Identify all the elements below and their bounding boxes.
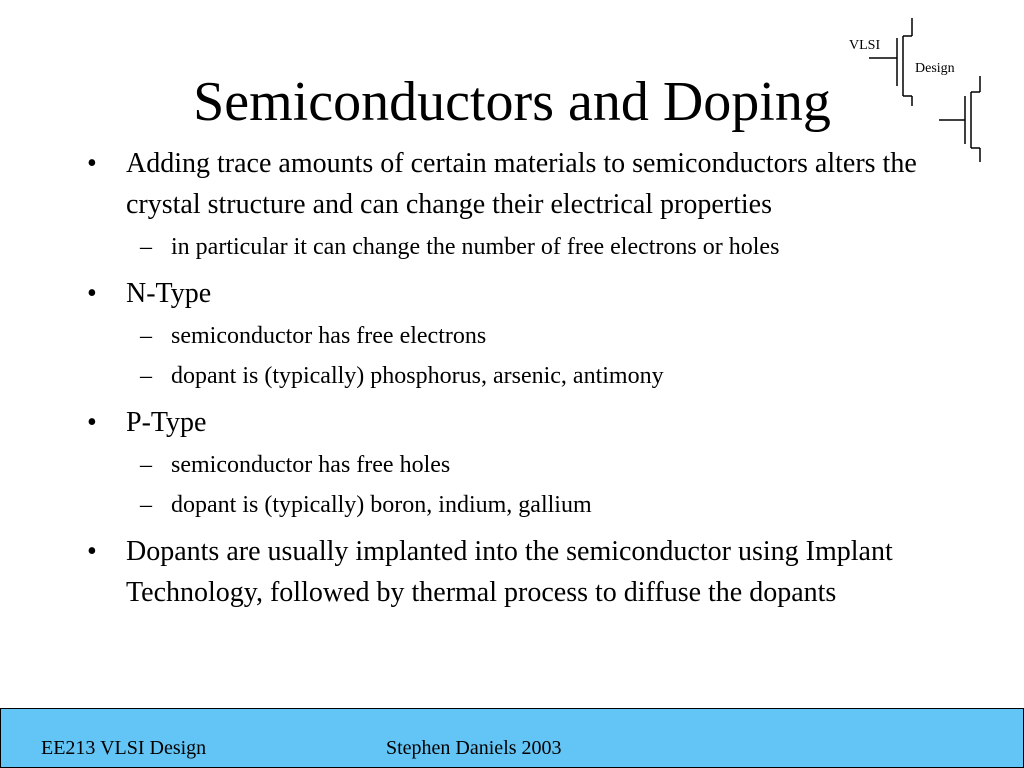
sub-bullet-marker: – bbox=[140, 452, 152, 478]
slide-title: Semiconductors and Doping bbox=[193, 71, 831, 133]
sub-bullet-marker: – bbox=[140, 363, 152, 389]
sub-bullet-marker: – bbox=[140, 323, 152, 349]
sub-bullet-text: semiconductor has free holes bbox=[171, 452, 451, 478]
sub-bullet-item bbox=[126, 485, 955, 525]
footer-author: Stephen Daniels 2003 bbox=[386, 737, 562, 759]
bullet-marker: • bbox=[87, 278, 97, 309]
sub-bullet-list bbox=[126, 316, 955, 396]
logo-design-text: Design bbox=[915, 61, 955, 76]
sub-bullet-marker: – bbox=[140, 234, 152, 260]
bullet-text: Adding trace amounts of certain materials to semiconductors alters the crystal structure and can change their electrical properties bbox=[126, 148, 917, 220]
bullet-marker: • bbox=[87, 407, 97, 438]
bullet-list bbox=[85, 143, 955, 617]
bullet-marker: • bbox=[87, 148, 97, 179]
bullet-item bbox=[85, 402, 955, 525]
sub-bullet-item bbox=[126, 227, 955, 267]
bullet-item bbox=[85, 531, 955, 613]
bullet-text: P-Type bbox=[126, 407, 207, 438]
bullet-text: Dopants are usually implanted into the semiconductor using Implant Technology, followed by thermal process to diffuse the dopants bbox=[126, 536, 893, 608]
sub-bullet-text: dopant is (typically) phosphorus, arsenic, antimony bbox=[171, 363, 664, 389]
sub-bullet-item bbox=[126, 356, 955, 396]
bullet-text: N-Type bbox=[126, 278, 212, 309]
logo-vlsi-text: VLSI bbox=[849, 38, 881, 53]
bullet-marker: • bbox=[87, 536, 97, 567]
sub-bullet-text: in particular it can change the number of free electrons or holes bbox=[171, 234, 780, 260]
bullet-item bbox=[85, 273, 955, 396]
sub-bullet-text: dopant is (typically) boron, indium, gallium bbox=[171, 492, 592, 518]
footer-course-title: EE213 VLSI Design bbox=[41, 737, 207, 759]
sub-bullet-list bbox=[126, 445, 955, 525]
slide-footer bbox=[0, 708, 1024, 768]
sub-bullet-text: semiconductor has free electrons bbox=[171, 323, 487, 349]
sub-bullet-marker: – bbox=[140, 492, 152, 518]
sub-bullet-item bbox=[126, 445, 955, 485]
sub-bullet-list bbox=[126, 227, 955, 267]
sub-bullet-item bbox=[126, 316, 955, 356]
bullet-item bbox=[85, 143, 955, 267]
